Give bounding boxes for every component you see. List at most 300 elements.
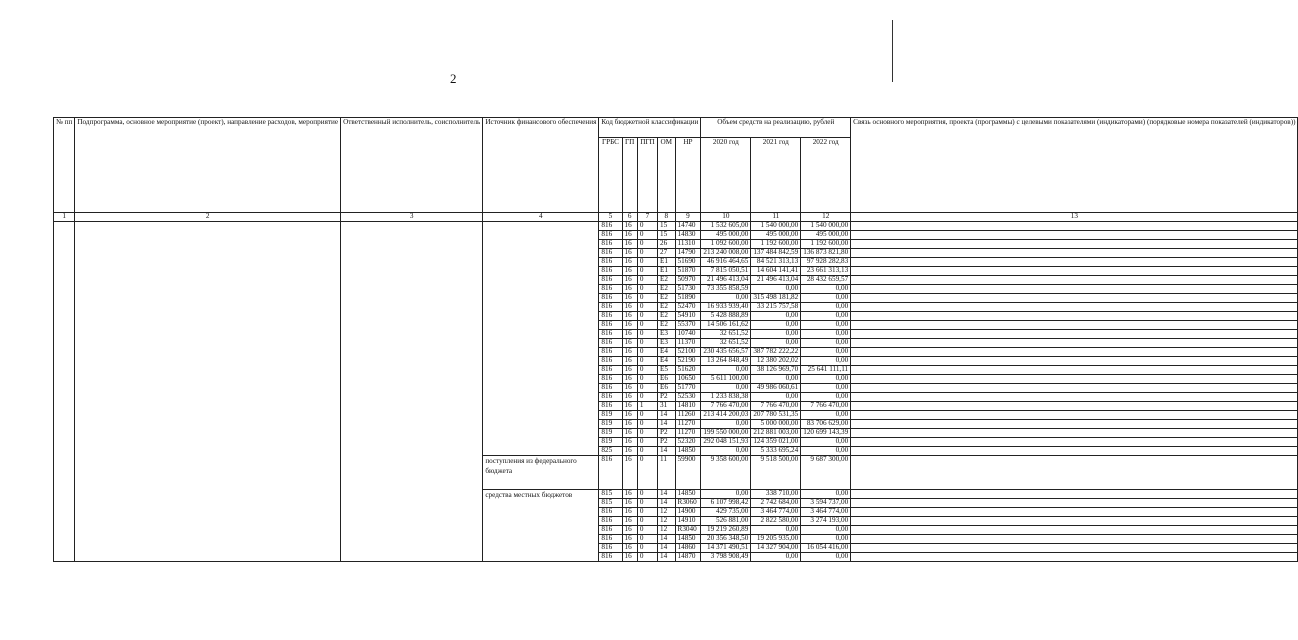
cell-link [851,535,1298,544]
code-cell: 816 [599,366,622,375]
code-cell: 14830 [675,231,701,240]
code-cell: 816 [599,240,622,249]
amount-cell: 25 641 111,11 [801,366,851,375]
cell-link [851,294,1298,303]
code-cell: 816 [599,339,622,348]
amount-cell: 20 356 348,50 [701,535,751,544]
cell-link [851,384,1298,393]
amount-cell: 0,00 [801,490,851,499]
amount-cell: 429 735,00 [701,508,751,517]
amount-cell: 0,00 [751,526,801,535]
cell-link [851,240,1298,249]
amount-cell: 7 766 470,00 [751,402,801,411]
cell-link [851,258,1298,267]
code-cell: 16 [622,240,637,249]
code-cell: 0 [637,553,657,562]
cell-link [851,438,1298,447]
code-cell: 55370 [675,321,701,330]
code-cell: 14850 [675,535,701,544]
amount-cell: 338 710,00 [751,490,801,499]
code-cell: 0 [637,285,657,294]
code-cell: 0 [637,267,657,276]
code-cell: 819 [599,438,622,447]
amount-cell: 9 358 600,00 [701,456,751,490]
cell-link [851,222,1298,231]
code-cell: 0 [637,393,657,402]
code-cell: 1 [637,402,657,411]
cell-link [851,231,1298,240]
code-cell: 0 [637,339,657,348]
code-cell: 11270 [675,420,701,429]
code-cell: 0 [637,456,657,490]
code-cell: 0 [637,508,657,517]
code-cell: 16 [622,357,637,366]
code-cell: 10650 [675,375,701,384]
column-number: 12 [801,213,851,222]
cell-link [851,303,1298,312]
amount-cell: 13 264 848,49 [701,357,751,366]
cell-link [851,517,1298,526]
code-cell: 0 [637,249,657,258]
amount-cell: 1 092 600,00 [701,240,751,249]
header-gp: ГП [622,138,637,213]
code-cell: 12 [658,517,676,526]
cell-link [851,499,1298,508]
amount-cell: 9 518 500,00 [751,456,801,490]
code-cell: 16 [622,258,637,267]
amount-cell: 495 000,00 [801,231,851,240]
amount-cell: 136 873 821,80 [801,249,851,258]
code-cell: 16 [622,411,637,420]
header-grbs: ГРБС [599,138,622,213]
code-cell: 816 [599,526,622,535]
amount-cell: 28 432 659,57 [801,276,851,285]
amount-cell: 0,00 [801,339,851,348]
amount-cell: 199 550 000,00 [701,429,751,438]
code-cell: 816 [599,258,622,267]
page-edge-line [892,20,893,82]
code-cell: 0 [637,420,657,429]
code-cell: E2 [658,303,676,312]
code-cell: 14810 [675,402,701,411]
code-cell: 816 [599,294,622,303]
code-cell: 816 [599,393,622,402]
code-cell: 0 [637,276,657,285]
amount-cell: 0,00 [751,393,801,402]
code-cell: 0 [637,535,657,544]
amount-cell: 1 233 838,38 [701,393,751,402]
amount-cell: 14 371 490,51 [701,544,751,553]
amount-cell: 21 496 413,04 [751,276,801,285]
code-cell: 14870 [675,553,701,562]
cell-link [851,375,1298,384]
code-cell: 0 [637,231,657,240]
code-cell: E6 [658,384,676,393]
amount-cell: 0,00 [701,366,751,375]
code-cell: 27 [658,249,676,258]
code-cell: 0 [637,303,657,312]
header-volume: Объем средств на реализацию, рублей [701,118,851,138]
code-cell: 0 [637,517,657,526]
code-cell: 16 [622,222,637,231]
code-cell: 816 [599,553,622,562]
code-cell: 51620 [675,366,701,375]
amount-cell: 14 604 141,41 [751,267,801,276]
amount-cell: 38 126 969,70 [751,366,801,375]
cell-link [851,348,1298,357]
code-cell: E2 [658,294,676,303]
code-cell: 0 [637,357,657,366]
code-cell: 16 [622,384,637,393]
amount-cell: 2 742 684,00 [751,499,801,508]
code-cell: 816 [599,312,622,321]
cell-link [851,490,1298,499]
code-cell: 16 [622,348,637,357]
code-cell: 16 [622,508,637,517]
code-cell: E2 [658,321,676,330]
amount-cell: 315 498 181,82 [751,294,801,303]
code-cell: 52320 [675,438,701,447]
amount-cell: 3 594 737,00 [801,499,851,508]
column-number-row [54,213,1298,222]
code-cell: 816 [599,357,622,366]
code-cell: 14 [658,411,676,420]
amount-cell: 32 651,52 [701,339,751,348]
code-cell: 26 [658,240,676,249]
code-cell: 0 [637,330,657,339]
code-cell: E1 [658,258,676,267]
amount-cell: 2 822 580,00 [751,517,801,526]
amount-cell: 14 506 161,62 [701,321,751,330]
amount-cell: 120 699 143,39 [801,429,851,438]
amount-cell: 23 661 313,13 [801,267,851,276]
column-number: 5 [599,213,622,222]
cell-link [851,393,1298,402]
amount-cell: 213 414 200,03 [701,411,751,420]
amount-cell: 0,00 [701,294,751,303]
code-cell: 16 [622,330,637,339]
amount-cell: 6 107 998,42 [701,499,751,508]
code-cell: 0 [637,375,657,384]
amount-cell: 0,00 [801,526,851,535]
amount-cell: 97 928 282,83 [801,258,851,267]
amount-cell: 137 484 842,59 [751,249,801,258]
amount-cell: 0,00 [801,285,851,294]
code-cell: 52530 [675,393,701,402]
code-cell: 816 [599,249,622,258]
code-cell: 16 [622,456,637,490]
code-cell: 14900 [675,508,701,517]
amount-cell: 14 327 904,00 [751,544,801,553]
column-number: 8 [658,213,676,222]
code-cell: 12 [658,508,676,517]
column-number: 1 [54,213,75,222]
code-cell: 0 [637,348,657,357]
amount-cell: 0,00 [701,384,751,393]
code-cell: 819 [599,429,622,438]
code-cell: 14 [658,499,676,508]
cell-link [851,276,1298,285]
code-cell: 0 [637,258,657,267]
code-cell: 0 [637,544,657,553]
header-2021: 2021 год [751,138,801,213]
amount-cell: 83 706 629,00 [801,420,851,429]
amount-cell: 46 916 464,65 [701,258,751,267]
code-cell: 0 [637,438,657,447]
code-cell: 16 [622,438,637,447]
amount-cell: 124 359 021,00 [751,438,801,447]
amount-cell: 0,00 [751,312,801,321]
code-cell: P2 [658,393,676,402]
cell-link [851,285,1298,294]
code-cell: E2 [658,276,676,285]
code-cell: 16 [622,393,637,402]
code-cell: 819 [599,411,622,420]
code-cell: E1 [658,267,676,276]
amount-cell: 0,00 [801,312,851,321]
code-cell: 10740 [675,330,701,339]
code-cell: 816 [599,535,622,544]
code-cell: 14 [658,553,676,562]
code-cell: 0 [637,222,657,231]
amount-cell: 7 766 470,00 [801,402,851,411]
code-cell: 16 [622,294,637,303]
code-cell: 14850 [675,447,701,456]
code-cell: 0 [637,447,657,456]
amount-cell: 0,00 [801,348,851,357]
code-cell: 825 [599,447,622,456]
cell-link [851,312,1298,321]
code-cell: 816 [599,303,622,312]
code-cell: 54910 [675,312,701,321]
source-local: средства местных бюджетов [483,490,599,562]
code-cell: 52100 [675,348,701,357]
amount-cell: 0,00 [801,411,851,420]
cell-num [54,222,75,562]
cell-link [851,267,1298,276]
amount-cell: 0,00 [801,438,851,447]
amount-cell: 1 532 605,00 [701,222,751,231]
amount-cell: 0,00 [701,490,751,499]
code-cell: 816 [599,517,622,526]
code-cell: 15 [658,222,676,231]
code-cell: 816 [599,375,622,384]
code-cell: E6 [658,375,676,384]
code-cell: P2 [658,438,676,447]
code-cell: R3040 [675,526,701,535]
header-2022: 2022 год [801,138,851,213]
header-budget-code: Код бюджетной классификации [599,118,701,138]
amount-cell: 16 054 416,00 [801,544,851,553]
amount-cell: 1 192 600,00 [801,240,851,249]
code-cell: 16 [622,285,637,294]
code-cell: 14 [658,420,676,429]
code-cell: E2 [658,312,676,321]
code-cell: 52190 [675,357,701,366]
amount-cell: 0,00 [801,330,851,339]
amount-cell: 495 000,00 [701,231,751,240]
code-cell: 0 [637,321,657,330]
code-cell: 16 [622,499,637,508]
amount-cell: 3 798 908,49 [701,553,751,562]
code-cell: 16 [622,339,637,348]
cell-link [851,330,1298,339]
cell-link [851,249,1298,258]
amount-cell: 230 435 656,57 [701,348,751,357]
code-cell: 0 [637,366,657,375]
code-cell: 16 [622,544,637,553]
cell-link [851,357,1298,366]
column-number: 10 [701,213,751,222]
amount-cell: 0,00 [801,321,851,330]
code-cell: 816 [599,222,622,231]
amount-cell: 49 986 060,61 [751,384,801,393]
amount-cell: 33 215 757,58 [751,303,801,312]
code-cell: 16 [622,517,637,526]
header-executor: Ответственный исполнитель, соисполнитель [341,118,483,213]
code-cell: 16 [622,402,637,411]
amount-cell: 7 815 050,51 [701,267,751,276]
header-num: № пп [54,118,75,213]
page-number: 2 [450,71,457,86]
amount-cell: 1 540 000,00 [751,222,801,231]
amount-cell: 1 540 000,00 [801,222,851,231]
code-cell: 14910 [675,517,701,526]
header-source: Источник финансового обеспечения [483,118,599,213]
code-cell: 14 [658,535,676,544]
amount-cell: 21 496 413,04 [701,276,751,285]
amount-cell: 0,00 [701,447,751,456]
code-cell: 16 [622,276,637,285]
code-cell: 815 [599,499,622,508]
amount-cell: 3 274 193,00 [801,517,851,526]
code-cell: 51870 [675,267,701,276]
amount-cell: 0,00 [801,447,851,456]
code-cell: 0 [637,490,657,499]
amount-cell: 212 881 003,00 [751,429,801,438]
cell-link [851,411,1298,420]
code-cell: 16 [622,535,637,544]
code-cell: 816 [599,285,622,294]
amount-cell: 207 780 531,35 [751,411,801,420]
amount-cell: 3 464 774,00 [751,508,801,517]
amount-cell: 73 355 858,59 [701,285,751,294]
header-2020: 2020 год [701,138,751,213]
code-cell: 51890 [675,294,701,303]
header-program: Подпрограмма, основное мероприятие (проект), направление расходов, мероприятие [75,118,341,213]
amount-cell: 19 205 935,00 [751,535,801,544]
cell-link [851,526,1298,535]
code-cell: 16 [622,321,637,330]
header-nr: НР [675,138,701,213]
code-cell: 0 [637,294,657,303]
amount-cell: 3 464 774,00 [801,508,851,517]
amount-cell: 0,00 [801,303,851,312]
code-cell: 11260 [675,411,701,420]
code-cell: 52470 [675,303,701,312]
column-number: 7 [637,213,657,222]
code-cell: 816 [599,384,622,393]
code-cell: E3 [658,330,676,339]
code-cell: 816 [599,231,622,240]
code-cell: 16 [622,312,637,321]
cell-link [851,456,1298,490]
amount-cell: 0,00 [751,553,801,562]
header-pgp: ПГП [637,138,657,213]
amount-cell: 5 611 100,00 [701,375,751,384]
code-cell: 14790 [675,249,701,258]
code-cell: 14 [658,544,676,553]
code-cell: 16 [622,447,637,456]
amount-cell: 12 380 202,02 [751,357,801,366]
code-cell: E2 [658,285,676,294]
code-cell: 16 [622,553,637,562]
code-cell: 14 [658,490,676,499]
code-cell: 51770 [675,384,701,393]
code-cell: E3 [658,339,676,348]
code-cell: 14850 [675,490,701,499]
column-number: 2 [75,213,341,222]
code-cell: 16 [622,429,637,438]
column-number: 9 [675,213,701,222]
amount-cell: 5 000 000,00 [751,420,801,429]
code-cell: 16 [622,231,637,240]
cell-link [851,339,1298,348]
cell-program [75,222,341,562]
code-cell: 816 [599,267,622,276]
code-cell: E4 [658,348,676,357]
code-cell: 0 [637,499,657,508]
amount-cell: 0,00 [801,393,851,402]
code-cell: 11310 [675,240,701,249]
code-cell: 14 [658,447,676,456]
code-cell: E4 [658,357,676,366]
code-cell: 816 [599,321,622,330]
amount-cell: 0,00 [801,553,851,562]
code-cell: 51690 [675,258,701,267]
code-cell: 16 [622,375,637,384]
amount-cell: 387 782 222,22 [751,348,801,357]
amount-cell: 32 651,52 [701,330,751,339]
column-number: 11 [751,213,801,222]
cell-link [851,553,1298,562]
amount-cell: 0,00 [751,375,801,384]
code-cell: 16 [622,366,637,375]
code-cell: 14860 [675,544,701,553]
cell-link [851,402,1298,411]
amount-cell: 7 766 470,00 [701,402,751,411]
code-cell: 815 [599,490,622,499]
amount-cell: 0,00 [801,375,851,384]
code-cell: 816 [599,508,622,517]
amount-cell: 9 687 300,00 [801,456,851,490]
cell-link [851,321,1298,330]
column-number: 4 [483,213,599,222]
column-number: 3 [341,213,483,222]
column-number: 6 [622,213,637,222]
code-cell: 819 [599,420,622,429]
code-cell: 0 [637,526,657,535]
amount-cell: 84 521 313,13 [751,258,801,267]
amount-cell: 495 000,00 [751,231,801,240]
code-cell: 0 [637,411,657,420]
cell-link [851,366,1298,375]
cell-link [851,420,1298,429]
amount-cell: 0,00 [751,330,801,339]
code-cell: P2 [658,429,676,438]
code-cell: 15 [658,231,676,240]
amount-cell: 19 219 260,89 [701,526,751,535]
